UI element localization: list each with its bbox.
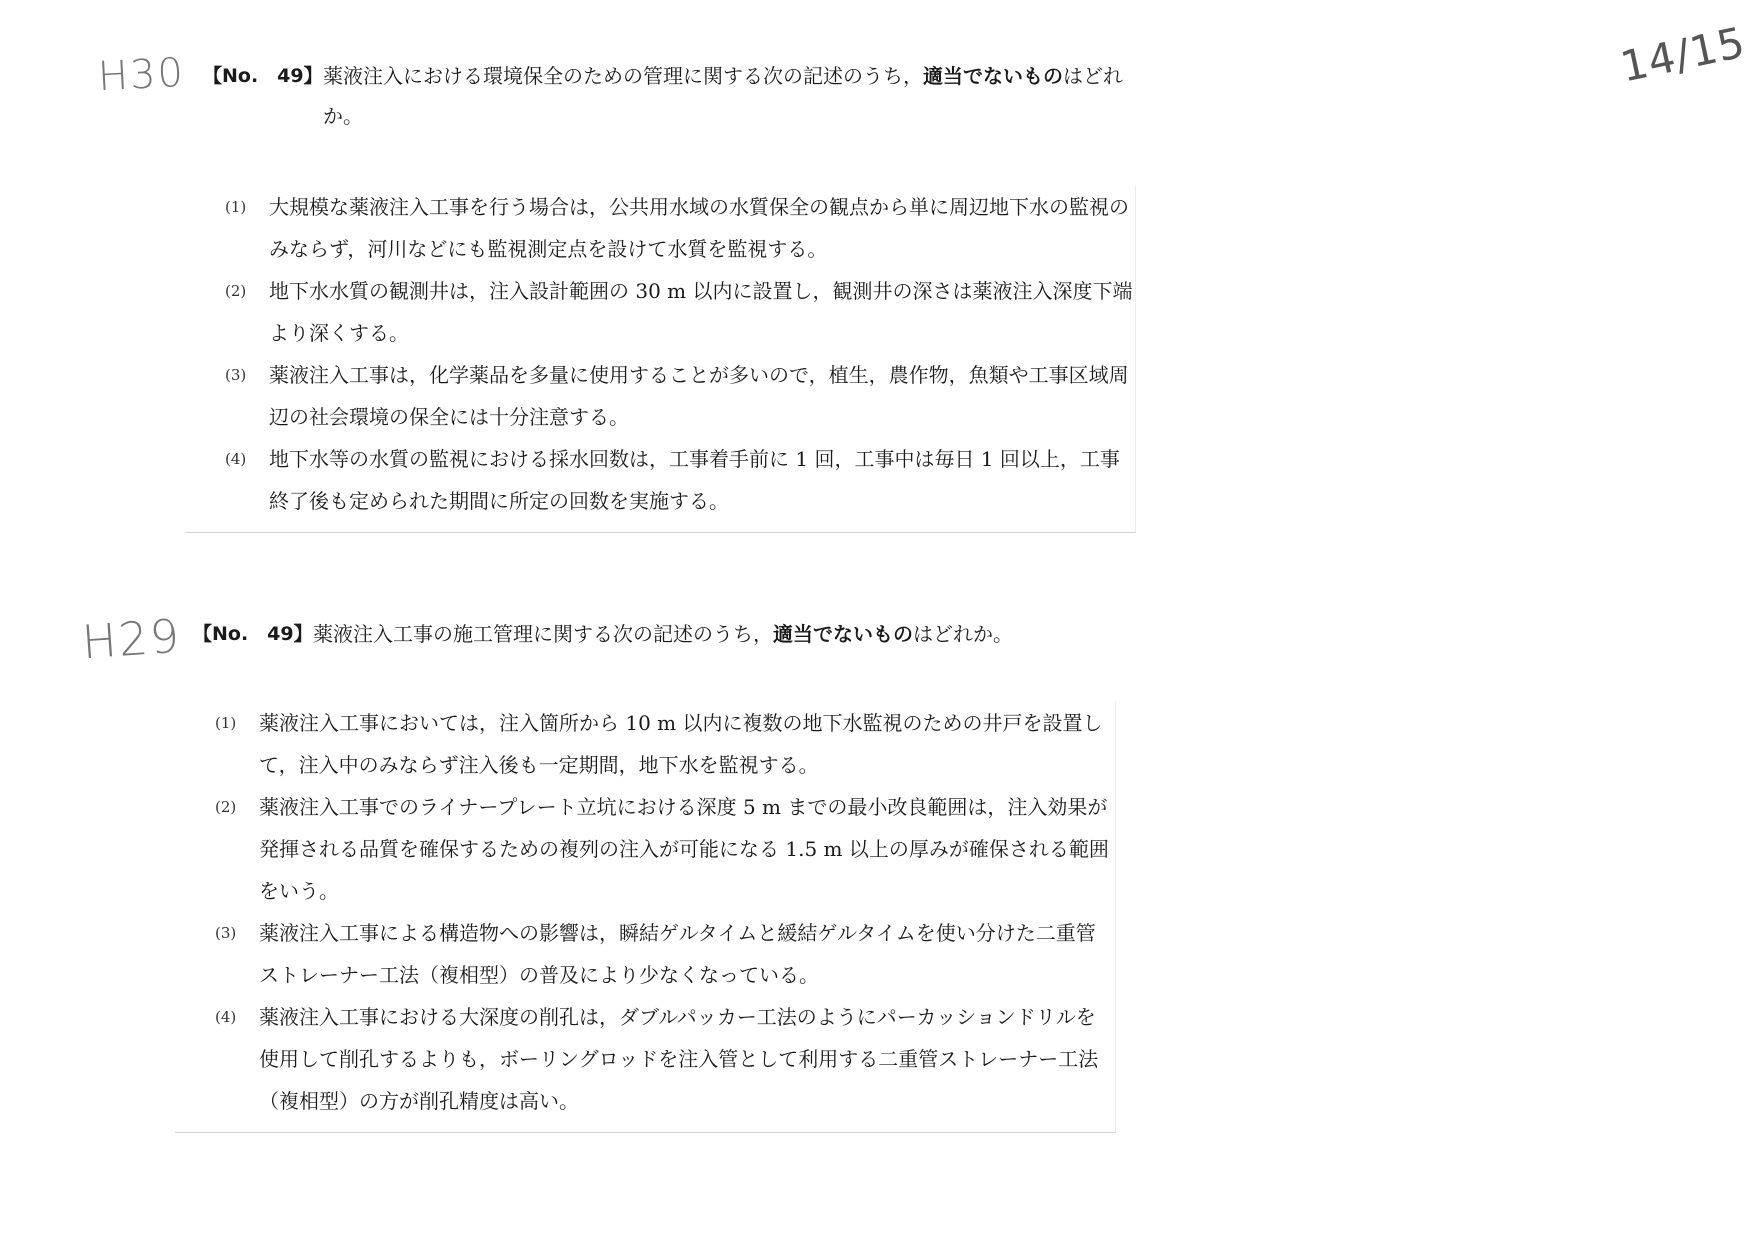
question-emphasis: 適当でないもの [923,64,1063,88]
option-list [185,186,1136,533]
question-text [313,614,1113,654]
option-item [225,438,1135,522]
question-text-after: はどれか。 [323,64,1123,128]
option-item [225,270,1135,354]
option-text: 薬液注入工事でのライナープレート立坑における深度 5 m までの最小改良範囲は，注入効果が発揮される品質を確保するための複列の注入が可能になる 1.5 m 以上の厚みが確保される範囲をいう。 [259,795,1109,903]
question-number: 【No. 49】 [193,623,313,645]
question-header [193,614,1113,654]
option-number: (2) [215,798,237,816]
question-text [323,56,1123,136]
option-item [215,702,1115,786]
question-header [203,56,1123,136]
option-number: (4) [225,450,247,468]
question-block-h30 [203,56,1133,533]
option-number: (2) [225,282,247,300]
question-block-h29 [193,614,1113,1133]
option-item [215,996,1115,1122]
option-number: (3) [215,924,237,942]
question-text-after: はどれか。 [913,622,1013,646]
option-text: 地下水等の水質の監視における採水回数は，工事着手前に 1 回，工事中は毎日 1 回以上，工事終了後も定められた期間に所定の回数を実施する。 [269,447,1120,513]
option-number: (1) [215,714,237,732]
question-emphasis: 適当でないもの [773,622,913,646]
option-text: 薬液注入工事による構造物への影響は，瞬結ゲルタイムと緩結ゲルタイムを使い分けた二重管ストレーナー工法（複相型）の普及により少なくなっている。 [259,921,1096,987]
option-text: 大規模な薬液注入工事を行う場合は，公共用水域の水質保全の観点から単に周辺地下水の監視のみならず，河川などにも監視測定点を設けて水質を監視する。 [269,195,1129,261]
option-text: 薬液注入工事においては，注入箇所から 10 m 以内に複数の地下水監視のための井戸を設置して，注入中のみならず注入後も一定期間，地下水を監視する。 [259,711,1103,777]
option-text: 薬液注入工事は，化学薬品を多量に使用することが多いので，植生，農作物，魚類や工事区域周辺の社会環境の保全には十分注意する。 [269,363,1129,429]
option-text: 地下水水質の観測井は，注入設計範囲の 30 m 以内に設置し，観測井の深さは薬液注入深度下端より深くする。 [269,279,1133,345]
question-text-before: 薬液注入における環境保全のための管理に関する次の記述のうち， [323,64,923,88]
question-number: 【No. 49】 [203,65,323,87]
page-number-annotation: 14/15 [1616,17,1750,92]
option-number: (1) [225,198,247,216]
option-list [175,702,1116,1133]
option-item [215,786,1115,912]
option-number: (3) [225,366,247,384]
year-annotation-h30: H30 [96,49,187,101]
option-item [225,354,1135,438]
year-annotation-h29: H29 [80,608,183,670]
option-item [225,186,1135,270]
option-number: (4) [215,1008,237,1026]
option-text: 薬液注入工事における大深度の削孔は，ダブルパッカー工法のようにパーカッションドリルを使用して削孔するよりも，ボーリングロッドを注入管として利用する二重管ストレーナー工法（複相型）の方が削孔精度は高い。 [259,1005,1099,1113]
option-item [215,912,1115,996]
question-text-before: 薬液注入工事の施工管理に関する次の記述のうち， [313,622,773,646]
